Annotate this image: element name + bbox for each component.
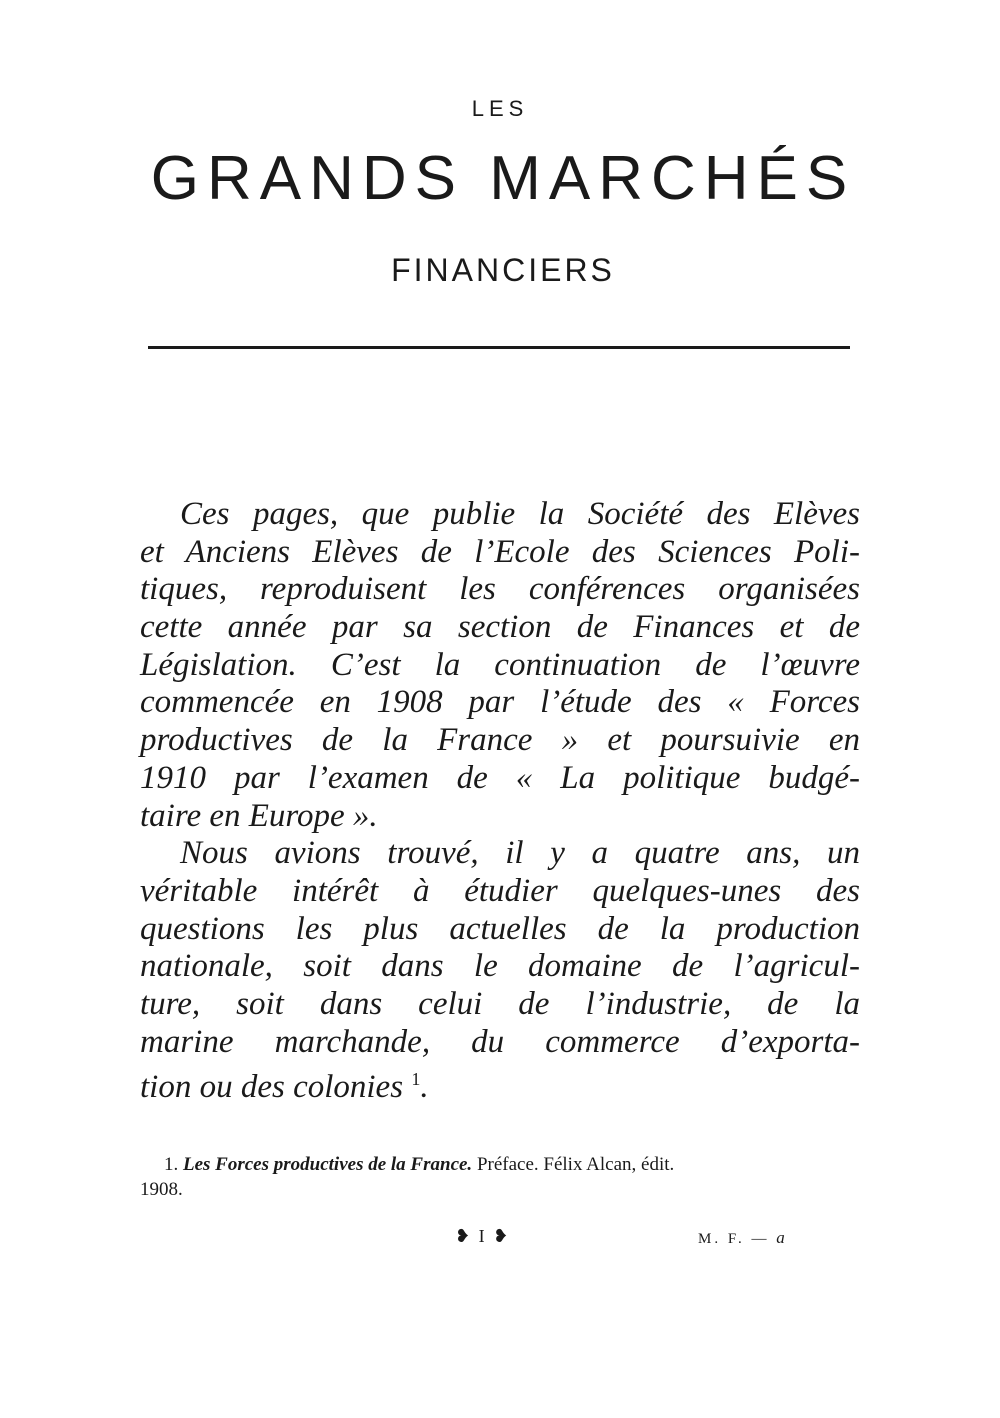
footnote-year: 1908. [140,1179,183,1200]
signature-label: M. F. — [698,1231,770,1247]
main-title: GRANDS MARCHÉS [150,144,856,213]
footnote-text: Préface. Félix Alcan, édit. [476,1154,675,1175]
body-line: et Anciens Elèves de l’Ecole des Sciences Poli- [140,533,860,570]
body-line: commencée en 1908 par l’étude des « Forces [140,684,860,721]
body-line: questions les plus actuelles de la production [140,910,860,947]
body-line: véritable intérêt à étudier quelques-unes des [140,872,860,909]
body-line: marine marchande, du commerce d’exporta- [140,1023,860,1060]
signature-mark [698,1228,788,1248]
footnote-title: Les Forces productives de la France. [183,1154,473,1175]
final-period: . [420,1069,429,1106]
body-line: ture, soit dans celui de l’industrie, de la [140,985,860,1022]
body-line: Législation. C’est la continuation de l’œuvre [140,646,860,683]
subtitle: FINANCIERS [391,252,615,288]
body-line-text: tion ou des colonies [140,1069,404,1106]
body-line: taire en Europe ». [140,797,378,834]
body-line: 1910 par l’examen de « La politique budgé- [140,759,860,796]
body-line: cette année par sa section de Finances et de [140,609,860,646]
footnote-line [140,1152,860,1177]
body-line: tiques, reproduisent les conférences organisées [140,571,860,608]
title-rule [148,346,850,349]
footnote-reference: 1 [411,1069,421,1090]
body-line-final [140,1061,860,1106]
footnote [140,1152,860,1202]
body-line: Ces pages, que publie la Société des Elèves [180,496,860,532]
signature-letter: a [776,1228,788,1247]
body-line: productives de la France » et poursuivie en [140,722,860,759]
footnote-number: 1. [164,1154,179,1175]
page-marker: ❥ I ❥ [455,1226,511,1246]
pre-title: LES [471,96,529,121]
body-line: nationale, soit dans le domaine de l’agricul- [140,948,860,985]
body-paragraphs [140,496,860,1106]
body-line: Nous avions trouvé, il y a quatre ans, un [180,835,860,872]
